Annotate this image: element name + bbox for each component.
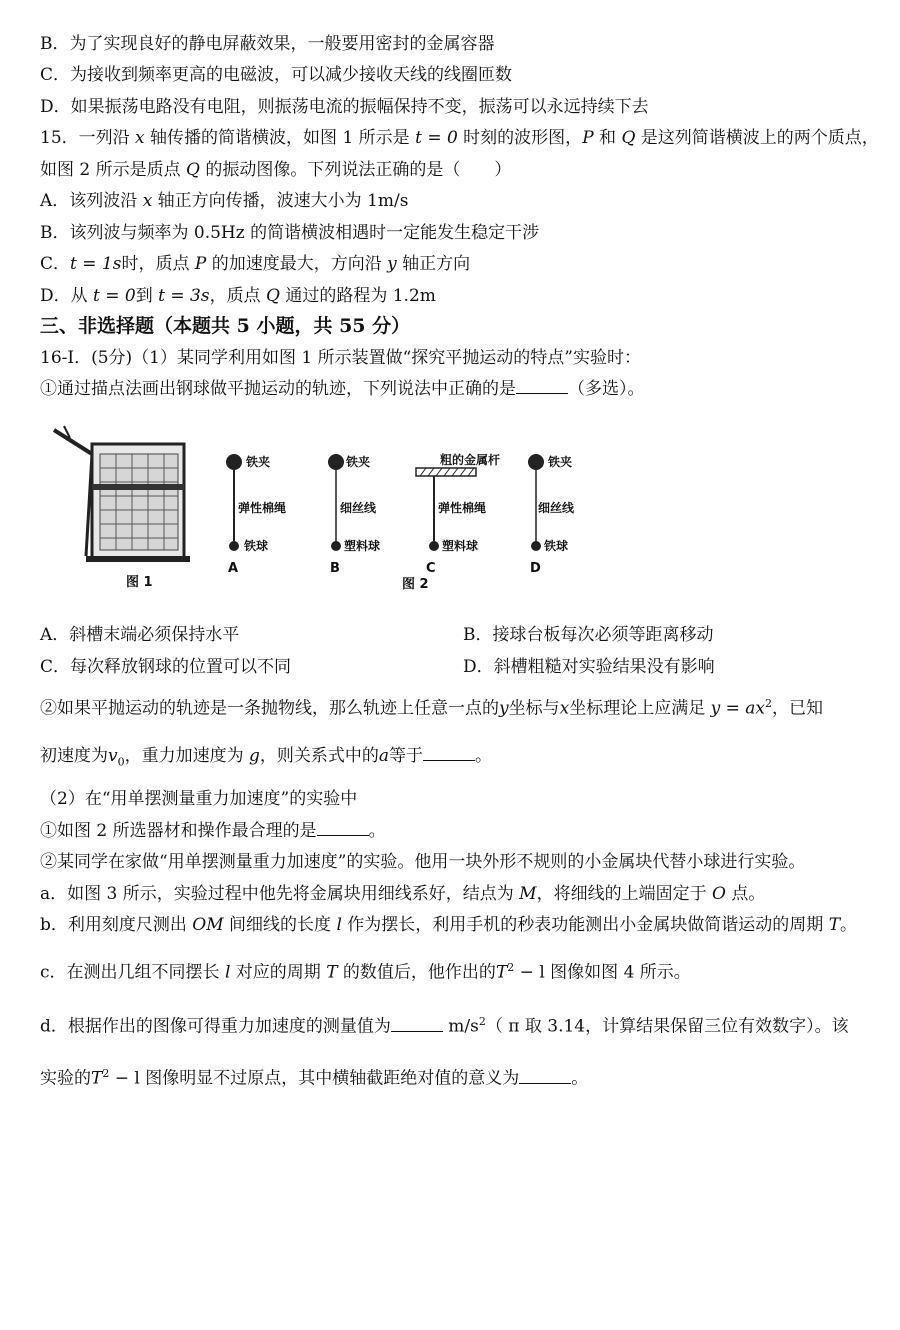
q14-option-b: B．为了实现良好的静电屏蔽效果，一般要用密封的金属容器 — [40, 34, 495, 54]
answer-blank[interactable] — [516, 377, 568, 394]
q16-part2-step-d: d．根据作出的图像可得重力加速度的测量值为 $m/s^2$（ π 取 3.14，计算结果保留三位有效数字）。该 — [40, 1015, 849, 1037]
label-clamp: 铁夹 — [346, 455, 371, 469]
q16-part2-step-d-line2: 实验的$T^2 - l$ 图像明显不过原点，其中横轴截距绝对值的意义为 。 — [40, 1067, 589, 1089]
fig1-caption: 图 1 — [126, 575, 153, 590]
label-iron-ball: 铁球 — [544, 539, 569, 553]
label-thin-thread: 细丝线 — [340, 501, 377, 515]
label-elastic-cord: 弹性棉绳 — [438, 501, 487, 515]
pendulum-b — [328, 454, 380, 576]
answer-blank[interactable] — [519, 1067, 571, 1084]
q16-part2-step-a: a．如图 3 所示，实验过程中他先将金属块用细线系好，结点为 M，将细线的上端固定于 O 点。 — [40, 884, 766, 904]
q16-part2-title: （2）在“用单摆测量重力加速度”的实验中 — [40, 789, 358, 809]
q16-option-a: A．斜槽末端必须保持水平 — [40, 625, 240, 645]
q15-stem-line2: 如图 2 所示是质点 Q 的振动图像。下列说法正确的是（ ） — [40, 160, 512, 180]
q16-sub2-line2: 初速度为$v_0$，重力加速度为 g，则关系式中的a等于 。 — [40, 746, 493, 769]
experiment-figure — [40, 420, 600, 600]
answer-blank[interactable] — [423, 744, 475, 761]
option-label-a: A — [228, 561, 239, 576]
q16-part2-item1: ①如图 2 所选器材和操作最合理的是 。 — [40, 821, 386, 841]
option-label-b: B — [330, 561, 340, 576]
q15-option-c: C．t = 1s时，质点 P 的加速度最大，方向沿 y 轴正方向 — [40, 254, 471, 274]
q16-option-c: C．每次释放钢球的位置可以不同 — [40, 657, 292, 677]
pendulum-a — [226, 454, 286, 576]
q15-option-d: D．从 t = 0到 t = 3s，质点 Q 通过的路程为 1.2m — [40, 286, 436, 306]
label-clamp: 铁夹 — [246, 455, 271, 469]
q15-option-b: B．该列波与频率为 0.5Hz 的简谐横波相遇时一定能发生稳定干涉 — [40, 223, 540, 243]
q14-option-c: C．为接收到频率更高的电磁波，可以减少接收天线的线圈匝数 — [40, 65, 513, 85]
q16-part2-item2: ②某同学在家做“用单摆测量重力加速度”的实验。他用一块外形不规则的小金属块代替小球进行实验。 — [40, 852, 806, 872]
label-thin-thread: 细丝线 — [538, 501, 575, 515]
figure-drawing — [40, 420, 600, 600]
q15-option-a: A．该列波沿 x 轴正方向传播，波速大小为 1m/s — [40, 191, 409, 211]
q16-option-d: D．斜槽粗糙对实验结果没有影响 — [463, 657, 715, 677]
option-label-d: D — [530, 561, 541, 576]
pendulum-c — [416, 452, 500, 576]
label-clamp: 铁夹 — [548, 455, 573, 469]
fig2-caption: 图 2 — [402, 577, 429, 592]
section-heading: 三、非选择题（本题共 5 小题，共 55 分） — [40, 315, 411, 337]
answer-blank[interactable] — [391, 1015, 443, 1032]
q15-stem-line1: 15．一列沿 x 轴传播的简谐横波，如图 1 所示是 t = 0 时刻的波形图，P 和 Q 是这列简谐横波上的两个质点， — [40, 128, 879, 148]
label-elastic-cord: 弹性棉绳 — [238, 501, 287, 515]
q16-part2-step-b: b．利用刻度尺测出 OM 间细线的长度 l 作为摆长，利用手机的秒表功能测出小金属块做简谐运动的周期 T。 — [40, 915, 858, 935]
q14-option-d: D．如果振荡电路没有电阻，则振荡电流的振幅保持不变，振荡可以永远持续下去 — [40, 97, 649, 117]
q16-option-b: B．接球台板每次必须等距离移动 — [463, 625, 714, 645]
q16-part2-step-c: c．在测出几组不同摆长 l 对应的周期 T 的数值后，他作出的$T^2 - l$ 图像如图 4 所示。 — [40, 961, 691, 983]
q16-intro: 16-Ⅰ．(5分)（1）某同学利用如图 1 所示装置做“探究平抛运动的特点”实验时： — [40, 348, 641, 368]
answer-blank[interactable] — [317, 819, 369, 836]
label-metal-rod: 粗的金属杆 — [440, 453, 501, 467]
pendulum-d — [528, 454, 575, 576]
label-plastic-ball: 塑料球 — [344, 539, 381, 553]
option-label-c: C — [426, 561, 436, 576]
label-plastic-ball: 塑料球 — [442, 539, 479, 553]
q16-sub2-line1: ②如果平抛运动的轨迹是一条抛物线，那么轨迹上任意一点的y坐标与x坐标理论上应满足 $y = ax^2$，已知 — [40, 697, 823, 719]
label-iron-ball: 铁球 — [244, 539, 269, 553]
apparatus-figure-1 — [54, 426, 190, 590]
q16-sub1: ①通过描点法画出钢球做平抛运动的轨迹，下列说法中正确的是 （多选）。 — [40, 379, 645, 399]
